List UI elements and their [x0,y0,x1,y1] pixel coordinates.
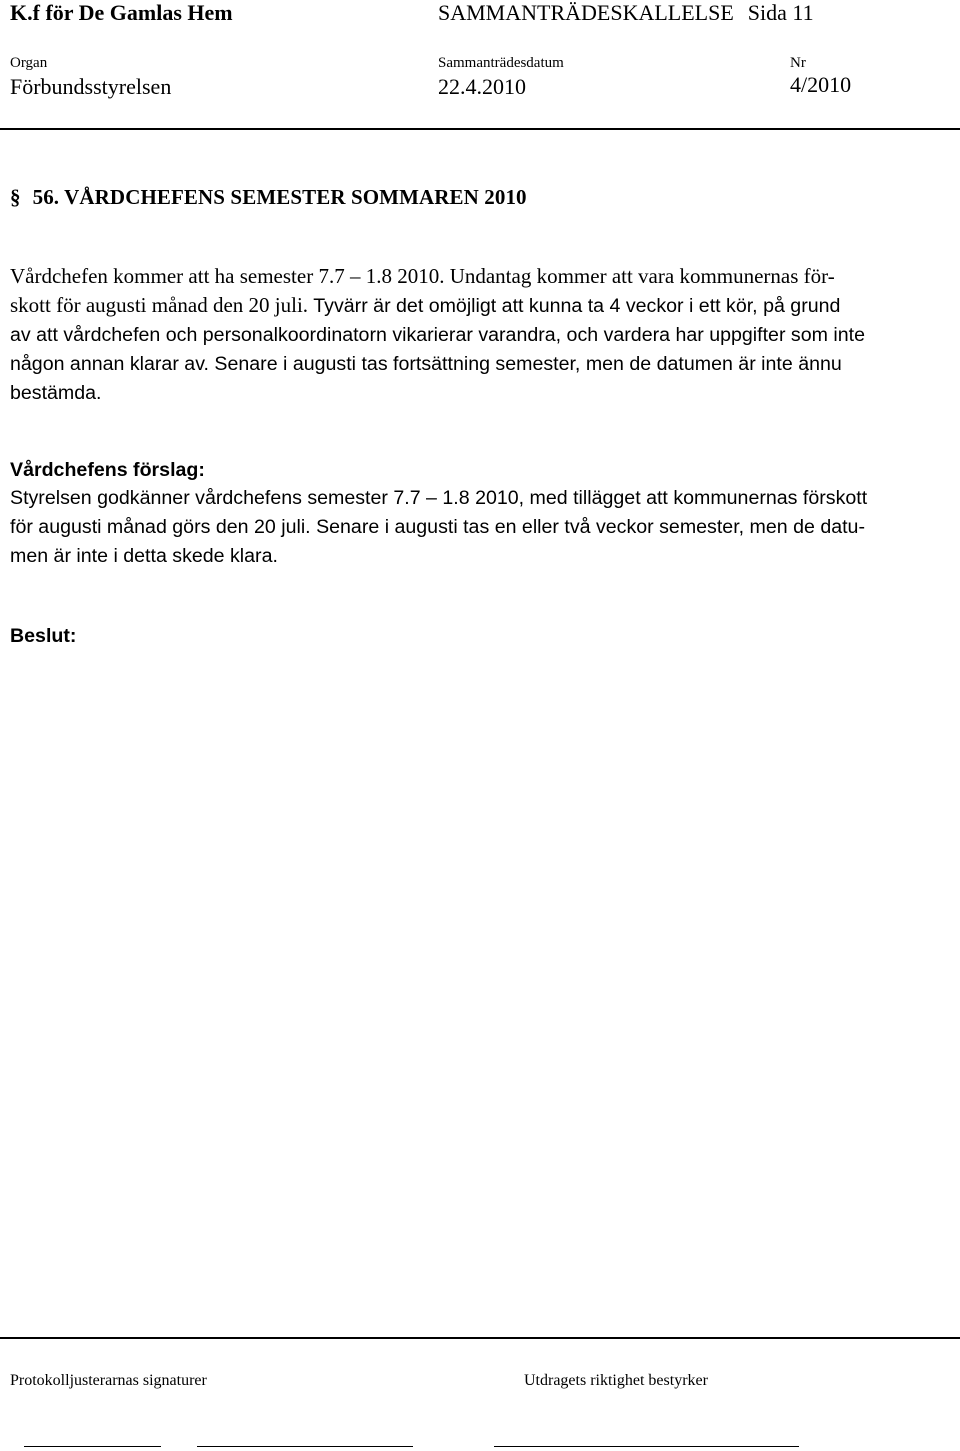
body-line: bestämda. [10,382,102,404]
organ-value: Förbundsstyrelsen [10,74,172,99]
section-body [10,262,955,408]
decision-heading: Beslut: [10,625,77,647]
section-heading [10,185,527,210]
document-title-block [438,0,814,26]
organ-label: Organ [10,55,48,71]
section-title: 56. VÅRDCHEFENS SEMESTER SOMMAREN 2010 [32,185,527,209]
proposal-line: men är inte i detta skede klara. [10,545,278,567]
meeting-date-label: Sammanträdesdatum [438,55,564,71]
page-number: Sida 11 [747,0,814,25]
number-label: Nr [790,55,806,71]
proposal-heading: Vårdchefens förslag: [10,459,205,481]
document-title: SAMMANTRÄDESKALLELSE [438,0,734,25]
certification-signature-line [494,1446,799,1447]
footer-divider [0,1337,960,1339]
signatures-label: Protokolljusterarnas signaturer [10,1372,207,1389]
body-line-segment: skott för augusti månad den 20 juli. [10,293,314,317]
header-divider [0,128,960,130]
body-line: av att vårdchefen och personalkoordinatorn vikarierar varandra, och vardera har uppgifter som inte [10,324,865,346]
signature-line [197,1446,413,1447]
body-line: någon annan klarar av. Senare i augusti tas fortsättning semester, men de datumen är inte ännu [10,353,842,375]
certified-label: Utdragets riktighet bestyrker [524,1372,708,1389]
proposal-line: Styrelsen godkänner vårdchefens semester 7.7 – 1.8 2010, med tillägget att kommunernas förskott [10,487,868,509]
number-value: 4/2010 [790,72,852,97]
signature-line [24,1446,161,1447]
meeting-date-value: 22.4.2010 [438,74,526,99]
organization-name: K.f för De Gamlas Hem [10,0,233,25]
paragraph-sign: § [10,185,21,209]
body-line [10,291,955,321]
proposal-body [10,484,955,571]
proposal-line: för augusti månad görs den 20 juli. Senare i augusti tas en eller två veckor semester, men de datu- [10,516,865,538]
body-line-segment: Tyvärr är det omöjligt att kunna ta 4 veckor i ett kör, på grund [313,295,841,317]
body-line: Vårdchefen kommer att ha semester 7.7 – 1.8 2010. Undantag kommer att vara kommunernas för- [10,264,835,288]
